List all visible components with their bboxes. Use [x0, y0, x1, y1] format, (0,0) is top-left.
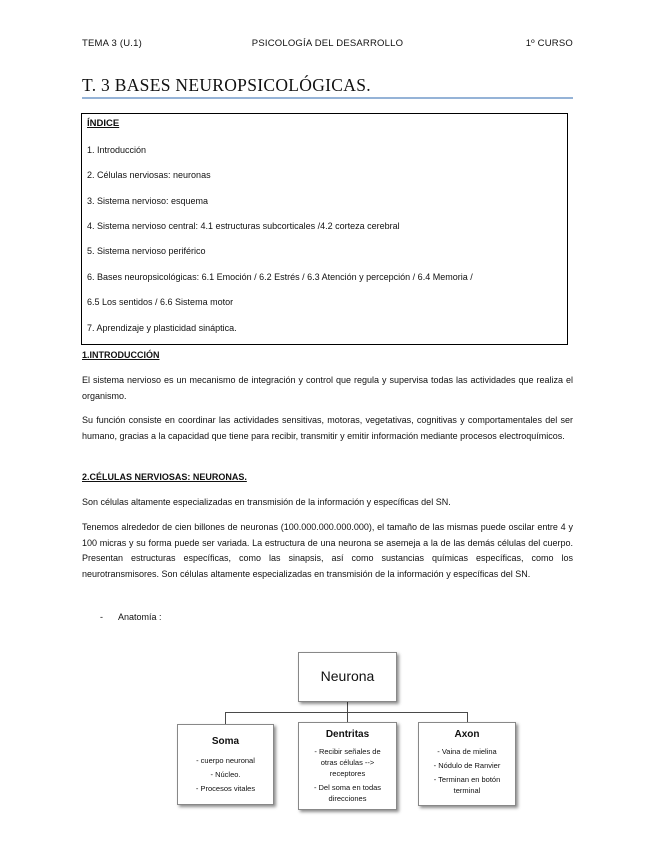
diagram-node-dentritas: [298, 722, 397, 810]
index-item: 6.5 Los sentidos / 6.6 Sistema motor: [87, 297, 234, 307]
index-item: 5. Sistema nervioso periférico: [87, 246, 206, 256]
diagram-node-item: - Del soma en todas direcciones: [313, 783, 382, 803]
connector-line: [225, 712, 226, 724]
index-item: 7. Aprendizaje y plasticidad sináptica.: [87, 323, 237, 333]
diagram-node-item: - Vaina de mielina: [437, 747, 497, 756]
paragraph: Tenemos alrededor de cien billones de neuronas (100.000.000.000.000), el tamaño de las mismas puede oscilar entre 4 y 100 micras y su forma puede ser variada. La estructura de una neurona se asemeja a la de las demás células del cuerpo. Presentan estructuras específicas, como las sinapsis, así como sustancias químicas específicas, como los neurotransmisores. Son células altamente especializadas en transmisión de la información y específicas del SN.: [82, 522, 573, 579]
section-heading-celulas: 2.CÉLULAS NERVIOSAS: NEURONAS.: [82, 472, 247, 482]
diagram-node-soma: [177, 724, 274, 805]
section-heading-introduccion: 1.INTRODUCCIÓN: [82, 350, 160, 360]
diagram-node-item: - Terminan en botón terminal: [433, 775, 501, 795]
diagram-node-item: - Recibir señales de otras células --> receptores: [314, 747, 381, 778]
index-title: ÍNDICE: [87, 118, 120, 129]
diagram-node-item: - cuerpo neuronal: [196, 756, 255, 765]
diagram-root-label: Neurona: [320, 668, 375, 684]
header-left: TEMA 3 (U.1): [82, 38, 142, 49]
header-right: 1º CURSO: [525, 38, 573, 49]
index-item: 4. Sistema nervioso central: 4.1 estructuras subcorticales /4.2 corteza cerebral: [87, 221, 400, 231]
diagram-node-title: Dentritas: [325, 729, 370, 740]
diagram-node-title: Axon: [454, 729, 480, 740]
diagram-node-item: - Núcleo.: [210, 770, 241, 779]
index-item: 3. Sistema nervioso: esquema: [87, 196, 209, 206]
paragraph: Su función consiste en coordinar las actividades sensitivas, motoras, vegetativas, cognitivas y comportamentales del ser humano, gracias a la capacidad que tiene para recibir, transmitir y emitir información mediante procesos electroquímicos.: [82, 415, 573, 441]
diagram-node-item: - Nódulo de Ranvier: [433, 761, 501, 770]
index-item: 6. Bases neuropsicológicas: 6.1 Emoción / 6.2 Estrés / 6.3 Atención y percepción / 6.4 Memoria /: [87, 272, 473, 282]
diagram-root-neurona: [298, 652, 397, 702]
connector-line: [347, 702, 348, 712]
bullet-label-anatomia: Anatomía :: [118, 612, 162, 622]
connector-line: [467, 712, 468, 722]
bullet-marker: -: [100, 612, 103, 622]
index-box: [81, 113, 568, 345]
connector-line: [225, 712, 467, 713]
paragraph: Son células altamente especializadas en transmisión de la información y específicas del SN.: [82, 497, 451, 507]
title-underline: [82, 97, 573, 99]
diagram-node-item: - Procesos vitales: [195, 784, 256, 793]
index-item: 2. Células nerviosas: neuronas: [87, 170, 211, 180]
diagram-node-title: Soma: [211, 736, 240, 747]
index-item: 1. Introducción: [87, 145, 147, 155]
header-center: PSICOLOGÍA DEL DESARROLLO: [251, 38, 404, 49]
paragraph: El sistema nervioso es un mecanismo de integración y control que regula y supervisa todas las actividades que realiza el organismo.: [82, 375, 573, 401]
connector-line: [347, 712, 348, 722]
page-title: T. 3 BASES NEUROPSICOLÓGICAS.: [82, 75, 371, 95]
diagram-node-axon: [418, 722, 516, 806]
